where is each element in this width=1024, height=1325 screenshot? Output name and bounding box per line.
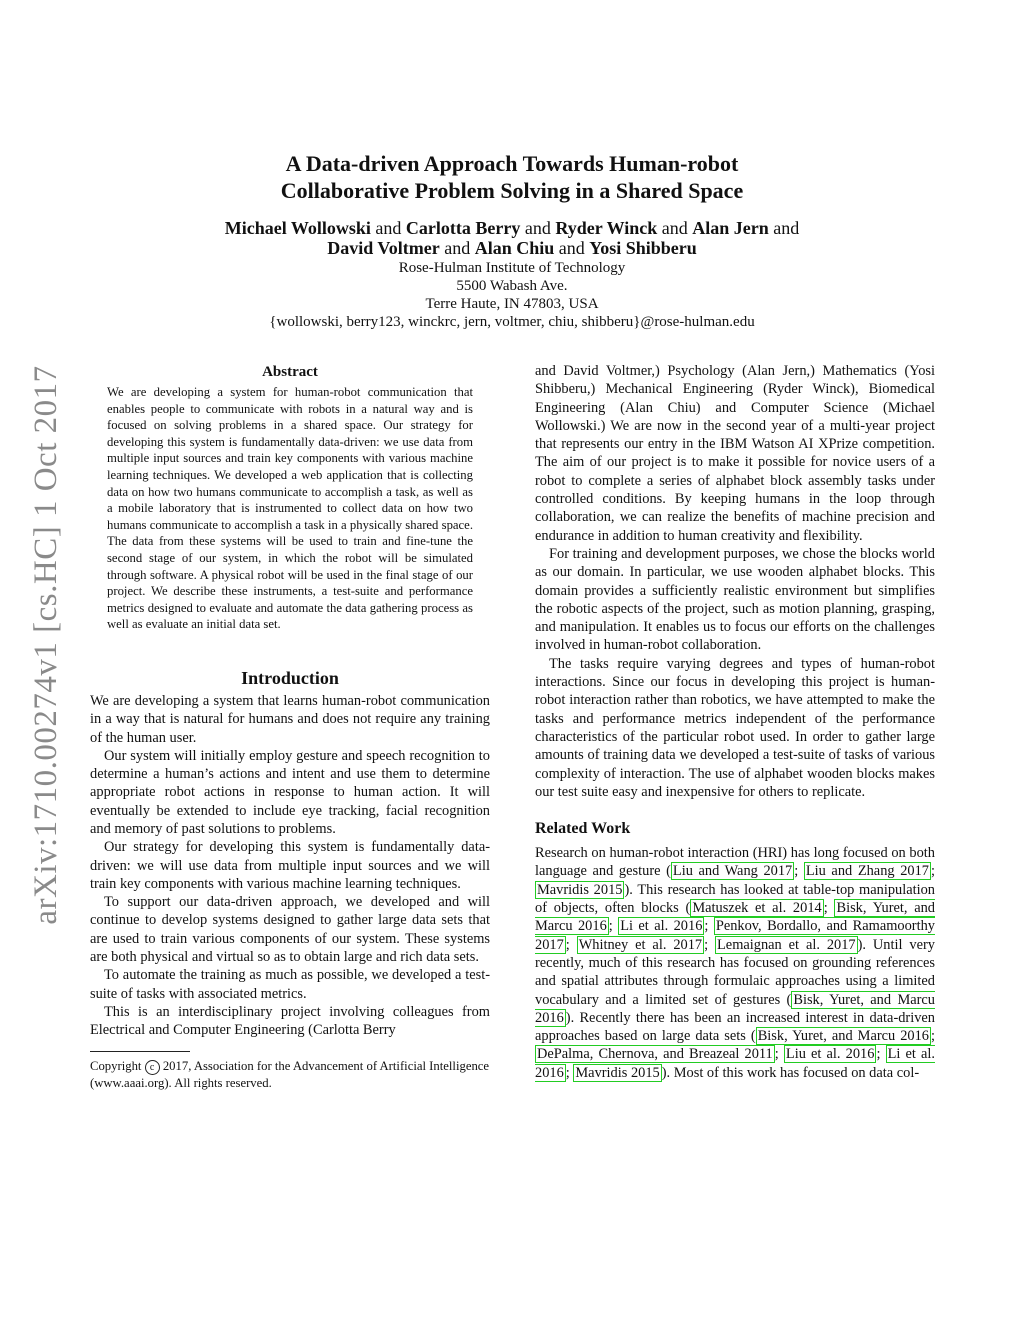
paper-title <box>112 150 912 204</box>
introduction-heading: Introduction <box>241 667 339 688</box>
citation-link[interactable]: Whitney et al. 2017 <box>578 936 703 953</box>
intro-paragraph: We are developing a system that learns human-robot communication in a way that is natural for humans and does not require any training of the human user. <box>90 692 490 746</box>
citation-link[interactable]: Liu and Wang 2017 <box>672 863 793 880</box>
author-line-1 <box>112 218 912 238</box>
citation-link[interactable]: Li et al. 2016 <box>535 1046 935 1081</box>
affiliation <box>112 259 912 331</box>
author-conjunction: and <box>558 238 585 258</box>
text-run: Research on human-robot interaction (HRI) has long focused on both language and gesture ( <box>535 845 935 880</box>
author-conjunction: and <box>375 218 402 238</box>
separator: ; <box>876 1046 886 1063</box>
separator: ; <box>704 936 716 953</box>
footnote-text: 2017, Association for the Advancement of Artificial Intelligence (www.aaai.org). All rights reserved. <box>90 1058 490 1090</box>
author-name: Michael Wollowski <box>224 218 371 238</box>
intro-paragraph: This is an interdisciplinary project involving colleagues from Electrical and Computer Engineering (Carlotta Berry <box>90 1003 490 1039</box>
intro-paragraph: Our system will initially employ gesture and speech recognition to determine a human’s actions and intent and use them to determine appropriate robot actions in response to human action. It will eventually be extended to include eye tracking, facial recognition and memory of past solutions to problems. <box>90 747 490 837</box>
copyright-footnote <box>90 1058 490 1092</box>
separator: ; <box>930 863 935 880</box>
citation-link[interactable]: Penkov, Bordallo, and Ramamoorthy 2017 <box>535 918 935 953</box>
citation-link[interactable]: Matuszek et al. 2014 <box>692 900 822 917</box>
text-run: ). Recently there has been an increased interest in data-driven approaches based on large data sets ( <box>535 1009 935 1045</box>
footnote-rule <box>90 1051 190 1052</box>
intro-paragraph: Our strategy for developing this system is fundamentally data-driven: we will use data from multiple input sources and we will train key components with various machine learning techniques. <box>90 839 490 892</box>
citation-link[interactable]: Bisk, Yuret, and Marcu 2016 <box>757 1028 929 1045</box>
right-column <box>535 362 935 1082</box>
author-name: Alan Jern <box>692 218 769 238</box>
citation-link[interactable]: Lemaignan et al. 2017 <box>717 936 856 953</box>
author-list <box>112 218 912 258</box>
author-conjunction: and <box>661 218 688 238</box>
title-line-2: Collaborative Problem Solving in a Shared Space <box>280 178 744 203</box>
arxiv-identifier: arXiv:1710.00274v1 [cs.HC] 1 Oct 2017 <box>28 365 64 925</box>
footnote-text: Copyright <box>90 1058 145 1073</box>
author-name: Yosi Shibberu <box>589 238 697 258</box>
citation-link[interactable]: DePalma, Chernova, and Breazeal 2011 <box>537 1046 773 1063</box>
author-line-2 <box>112 238 912 258</box>
separator: ; <box>794 863 804 880</box>
related-work-paragraph <box>535 844 935 1082</box>
author-name: Ryder Winck <box>555 218 658 238</box>
intro-paragraph: To automate the training as much as possible, we developed a test-suite of tasks with associated metrics. <box>90 967 490 1002</box>
left-column <box>90 362 490 1091</box>
copyright-symbol-icon: c <box>145 1060 160 1075</box>
author-name: Carlotta Berry <box>405 218 521 238</box>
related-work-heading: Related Work <box>535 820 631 838</box>
text-run: ). Until very recently, much of this research has focused on grounding references and spatial attributes through formulaic approaches using a limited vocabulary and a limited set of gestures ( <box>535 936 935 1008</box>
title-line-1: A Data-driven Approach Towards Human-robot <box>285 151 739 176</box>
affiliation-institute: Rose-Hulman Institute of Technology <box>398 260 626 276</box>
intro-paragraph: To support our data-driven approach, we developed and will continue to develop systems designed to gather large data sets that are used to train various components of our system. These systems are both physical and virtual so as to obtain large and rich data sets. <box>90 894 490 966</box>
affiliation-city: Terre Haute, IN 47803, USA <box>425 296 599 312</box>
separator: ; <box>704 918 714 935</box>
citation-link[interactable]: Mavridis 2015 <box>537 881 623 898</box>
body-paragraph: For training and development purposes, we chose the blocks world as our domain. In particular, we use wooden alphabet blocks. This domain provides a sufficiently realistic environment but simplifies the robotic aspects of the project, such as motion planning, grasping, and manipulation. It enables us to focus our efforts on the challenges involved in human-robot collaboration. <box>535 545 935 654</box>
separator: ; <box>608 918 619 935</box>
separator: ; <box>823 900 835 917</box>
citation-link[interactable]: Bisk, Yuret, and Marcu 2016 <box>535 900 936 935</box>
author-conjunction: and <box>444 238 471 258</box>
affiliation-street: 5500 Wabash Ave. <box>456 278 568 294</box>
separator: ; <box>931 1028 935 1045</box>
author-conjunction: and <box>524 218 551 238</box>
separator: ; <box>565 1064 574 1081</box>
abstract-heading: Abstract <box>262 364 318 380</box>
abstract-text: We are developing a system for human-robot communication that enables people to communicate with robots in a natural way and is focused on solving problems in a shared space. Our strategy for developing this system is fundamentally data-driven: we use data from multiple input sources and train key components with various machine learning techniques. We developed a web application that is collecting data on how two humans communicate to accomplish a task, as well as a mobile laboratory that is instrumented to collect data on how two humans communicate to accomplish a task in a physically shared space. The data from these systems will be used to train and fine-tune the second stage of our system, in which the robot will be simulated through software. A physical robot will be used in the final stage of our project. We describe these instruments, a test-suite and performance metrics designed to evaluate and automate the data gathering process as well as evaluate an initial data set. <box>107 385 473 632</box>
citation-link[interactable]: Mavridis 2015 <box>575 1064 660 1081</box>
citation-link[interactable]: Liu and Zhang 2017 <box>805 863 929 880</box>
separator: ; <box>565 936 577 953</box>
author-conjunction: and <box>773 218 800 238</box>
citation-link[interactable]: Li et al. 2016 <box>620 918 703 935</box>
body-paragraph: and David Voltmer,) Psychology (Alan Jern,) Mathematics (Yosi Shibberu,) Mechanical Engineering (Ryder Winck), Biomedical Engineering (Alan Chiu) and Computer Science (Michael Wollowski.) We are now in the second year of a multi-year project that represents our entry in the IBM Watson AI XPrize competition. The aim of our project is to make it possible for novice users of a robot to complete a series of alphabet block assembly tasks under controlled conditions. By keeping humans in the loop through collaboration, we can realize the benefits of machine precision and endurance in addition to human creativity and flexibility. <box>535 363 935 544</box>
author-name: David Voltmer <box>327 238 440 258</box>
affiliation-emails: {wollowski, berry123, winckrc, jern, voltmer, chiu, shibberu}@rose-hulman.edu <box>269 314 755 330</box>
citation-link[interactable]: Liu et al. 2016 <box>785 1046 875 1063</box>
text-run: ). This research has looked at table-top manipulation of objects, often blocks ( <box>535 881 935 917</box>
author-name: Alan Chiu <box>474 238 555 258</box>
citation-link[interactable]: Bisk, Yuret, and Marcu 2016 <box>535 991 935 1026</box>
body-paragraph: The tasks require varying degrees and types of human-robot interactions. Since our focus in developing this project is human-robot interaction rather than robotics, we have attempted to make the tasks and performance metrics independent of the performance characteristics of the particular robot used. In order to gather large amounts of training data we developed a test-suite of tasks of various complexity of interaction. The use of alphabet wooden blocks makes our test suite easy and inexpensive for others to replicate. <box>535 655 935 800</box>
separator: ; <box>774 1046 784 1063</box>
text-run: ). Most of this work has focused on data col- <box>661 1064 920 1081</box>
